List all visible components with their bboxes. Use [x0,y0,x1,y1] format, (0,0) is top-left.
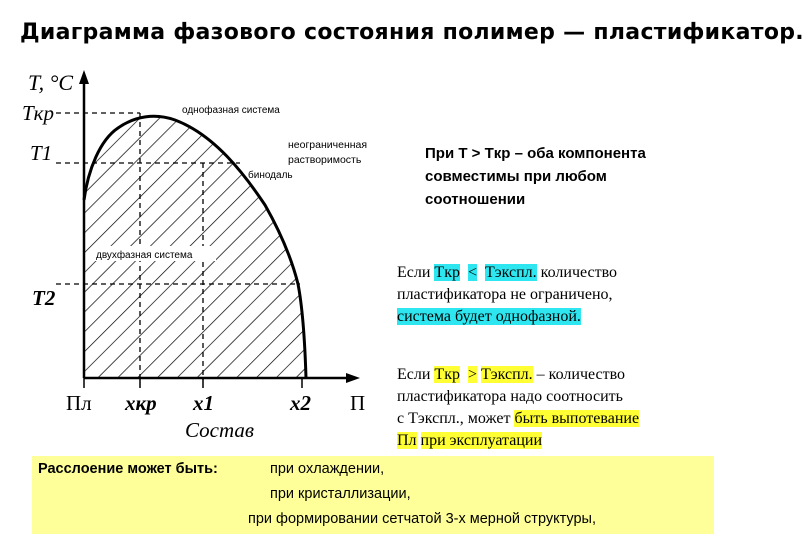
footer-line-3: при формировании сетчатой 3-х мерной структуры, [248,511,597,527]
condition-1-rest: количество [536,264,618,281]
x-tick-p: П [350,391,366,415]
condition-2-pl: Пл [397,432,417,449]
condition-1-line-3 [397,306,717,328]
y-axis-label: T, °C [28,70,74,95]
compatibility-note [425,142,715,211]
condition-2-tkr: Tкр [434,366,460,383]
condition-2-prefix: Если [397,366,435,383]
footer-line-1: при охлаждении, [270,461,385,477]
condition-2-line-4 [397,430,717,452]
one-phase-label: однофазная система [182,105,280,116]
y-tick-t1: T1 [30,141,53,165]
condition-2-line-1 [397,364,717,386]
note-line-1: При T > Tкр – оба компонента [425,145,646,162]
x-tick-xkr: xкр [125,391,157,415]
page-title: Диаграмма фазового состояния полимер — пластификатор. [20,20,804,45]
condition-2-texpl: Tэкспл. [481,366,533,383]
condition-1-prefix: Если [397,264,435,281]
x-axis-arrow [346,373,360,383]
separation-footer [32,456,714,534]
condition-2-line-3 [397,408,717,430]
condition-block-2 [397,364,717,452]
x-axis-label: Состав [185,418,255,442]
unlimited-label-2: растворимость [288,154,362,166]
condition-1-texpl: Tэкспл. [485,264,537,281]
condition-1-sign: < [467,264,477,281]
footer-line-2: при кристаллизации, [270,486,411,502]
two-phase-label: двухфазная система [96,250,193,261]
unlimited-label-1: неограниченная [288,139,368,151]
x-tick-x1: x1 [193,391,214,415]
condition-1-tkr: Tкр [434,264,460,281]
binodal-label: бинодаль [248,170,293,181]
note-line-2: совместимы при любом [425,168,607,185]
condition-2-exudation: быть выпотевание [514,410,640,427]
footer-label: Расслоение может быть: [38,461,218,477]
condition-2-rest: – количество [532,366,626,383]
condition-1-line-2: пластификатора не ограничено, [397,286,613,303]
y-tick-tkr: Tкр [22,101,55,125]
condition-2-operation: при эксплуатации [420,432,543,449]
condition-1-conclusion: система будет однофазной. [397,308,581,325]
y-tick-t2: T2 [32,286,56,310]
condition-2-sign: > [467,366,477,383]
note-line-3: соотношении [425,191,526,208]
x-tick-pl: Пл [66,391,92,415]
condition-2-line-3-start: с Tэкспл., может [397,410,515,427]
x-tick-x2: x2 [290,391,311,415]
y-axis-arrow [79,70,89,84]
condition-2-line-2: пластификатора надо соотносить [397,388,623,405]
condition-block-1 [397,262,717,328]
condition-1-line-1 [397,262,717,284]
phase-diagram [0,60,420,455]
